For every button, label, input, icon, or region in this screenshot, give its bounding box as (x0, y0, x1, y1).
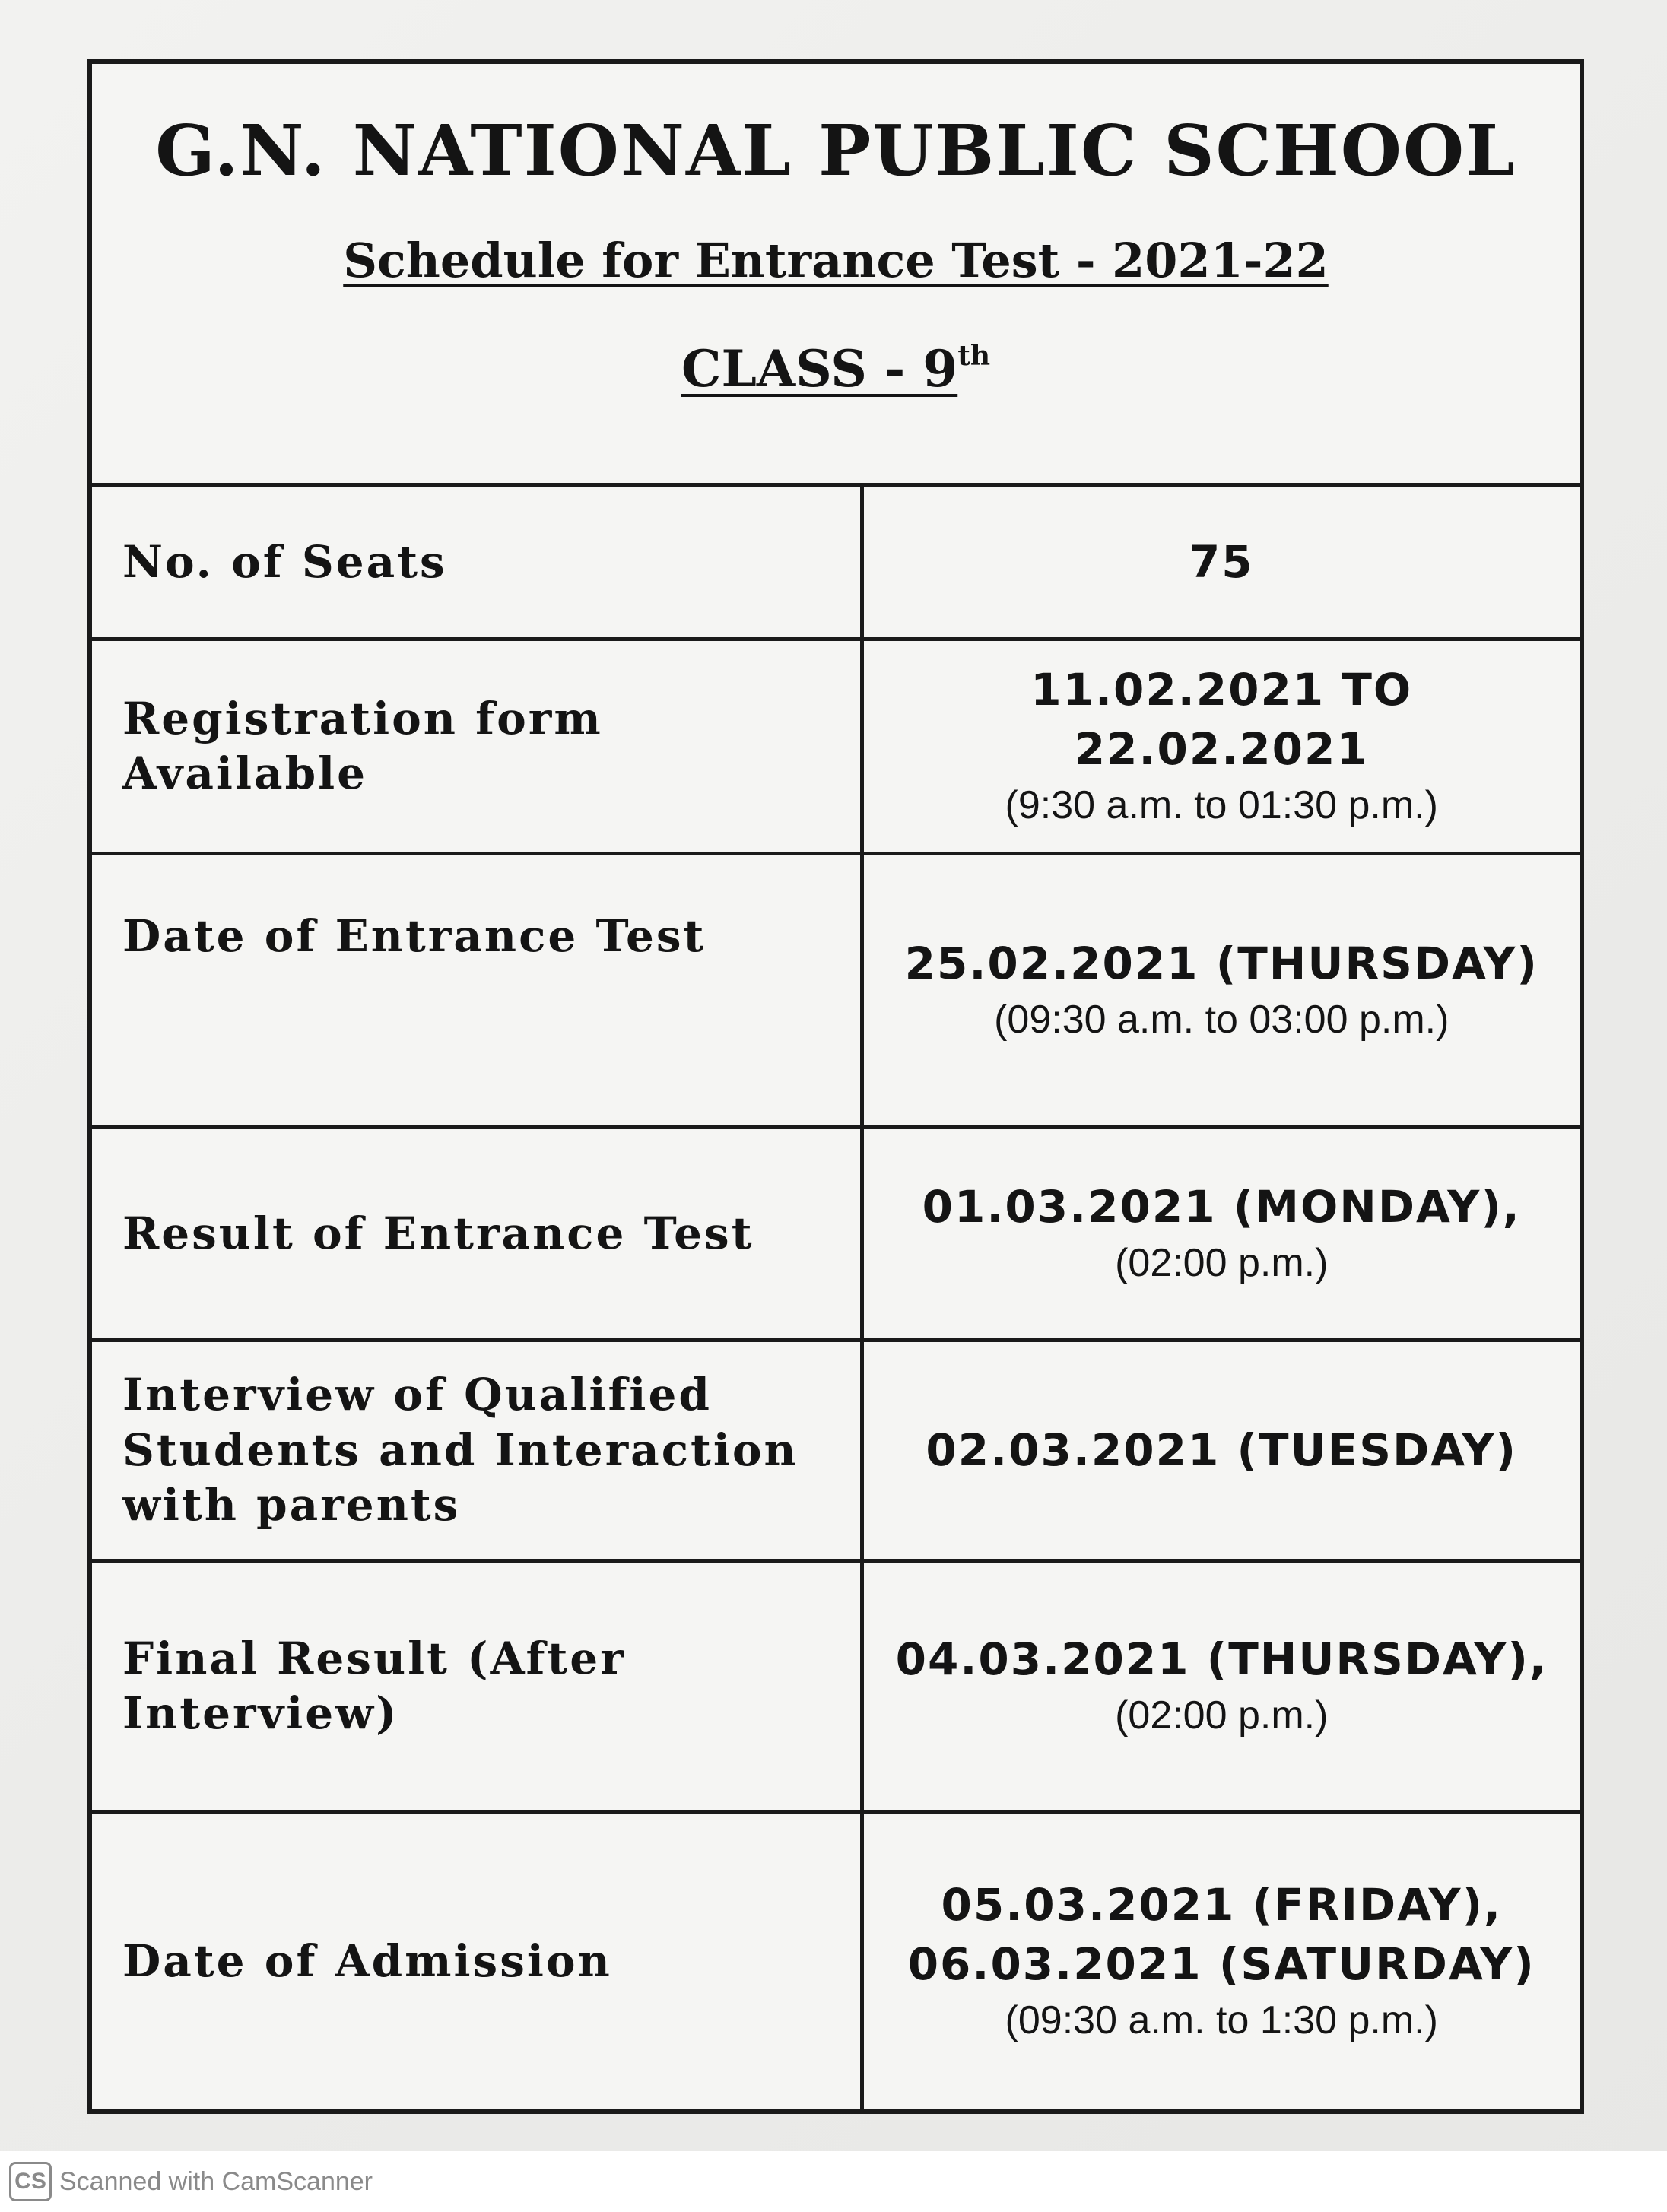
document-header (92, 64, 1580, 487)
row-label: Result of Entrance Test (92, 1127, 862, 1340)
table-row (92, 853, 1580, 1127)
row-value-sub: (09:30 a.m. to 03:00 p.m.) (994, 998, 1449, 1043)
watermark-text: Scanned with CamScanner (59, 2166, 373, 2196)
table-row (92, 1340, 1580, 1560)
class-suffix: th (957, 340, 991, 372)
row-value-main: 01.03.2021 (MONDAY), (922, 1180, 1521, 1233)
school-name: G.N. NATIONAL PUBLIC SCHOOL (155, 109, 1516, 192)
row-label: Final Result (After Interview) (92, 1560, 862, 1811)
row-value-sub: (09:30 a.m. to 1:30 p.m.) (1005, 1998, 1438, 2043)
schedule-title (92, 233, 1580, 288)
row-value-sub: (02:00 p.m.) (1115, 1241, 1329, 1286)
class-label: CLASS - 9 (681, 339, 958, 398)
row-value-sub: (9:30 a.m. to 01:30 p.m.) (1005, 783, 1438, 828)
row-value (862, 853, 1580, 1127)
row-value-main: 75 (1189, 535, 1254, 588)
table-row (92, 1560, 1580, 1811)
table-row (92, 1127, 1580, 1340)
row-label: Date of Entrance Test (92, 853, 862, 1127)
row-value-main: 25.02.2021 (THURSDAY) (904, 937, 1538, 989)
row-value-main: 11.02.2021 TO 22.02.2021 (1030, 663, 1413, 775)
scanner-watermark (0, 2151, 1667, 2212)
row-value (862, 487, 1580, 639)
row-value-main-2: 06.03.2021 (SATURDAY) (907, 1938, 1535, 1991)
row-value (862, 1811, 1580, 2109)
row-label: Registration form Available (92, 639, 862, 853)
table-row (92, 487, 1580, 639)
camscanner-logo-icon: CS (9, 2162, 52, 2201)
table-row (92, 1811, 1580, 2109)
row-label: Date of Admission (92, 1811, 862, 2109)
class-title (92, 339, 1580, 398)
table-row (92, 639, 1580, 853)
schedule-title-text: Schedule for Entrance Test - 2021-22 (343, 233, 1329, 288)
row-value-main: 05.03.2021 (FRIDAY), (941, 1878, 1502, 1931)
schedule-document (87, 59, 1584, 2114)
row-value (862, 1340, 1580, 1560)
row-label: No. of Seats (92, 487, 862, 639)
row-value-main: 02.03.2021 (TUESDAY) (926, 1423, 1518, 1476)
row-label: Interview of Qualified Students and Interaction with parents (92, 1340, 862, 1560)
row-value (862, 1127, 1580, 1340)
row-value-sub: (02:00 p.m.) (1115, 1693, 1329, 1738)
row-value-main: 04.03.2021 (THURSDAY), (895, 1633, 1548, 1685)
row-value (862, 639, 1580, 853)
schedule-table (92, 487, 1580, 2109)
row-value (862, 1560, 1580, 1811)
